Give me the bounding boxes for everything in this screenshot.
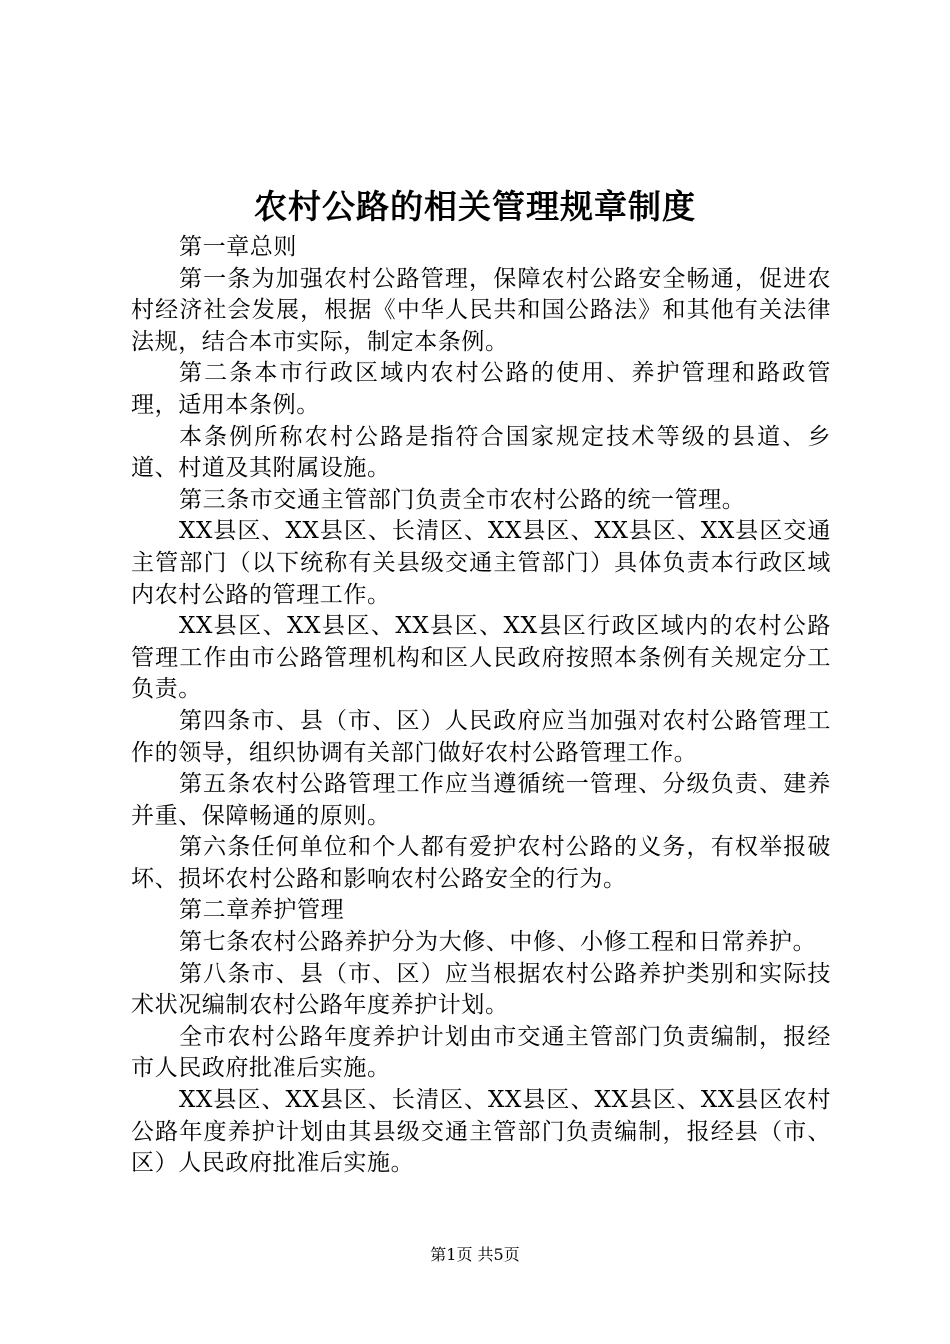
article-paragraph: 第一条为加强农村公路管理，保障农村公路安全畅通，促进农村经济社会发展，根据《中华人民共和国公路法》和其他有关法律法规，结合本市实际，制定本条例。 — [131, 265, 831, 355]
article-paragraph: XX县区、XX县区、长清区、XX县区、XX县区、XX县区农村公路年度养护计划由其县级交通主管部门负责编制，报经县（市、区）人民政府批准后实施。 — [131, 1087, 831, 1177]
document-body — [131, 232, 831, 1180]
article-paragraph: 第六条任何单位和个人都有爱护农村公路的义务，有权举报破坏、损坏农村公路和影响农村公路安全的行为。 — [131, 834, 831, 892]
article-paragraph: 第八条市、县（市、区）应当根据农村公路养护类别和实际技术状况编制农村公路年度养护计划。 — [131, 960, 831, 1019]
chapter-heading: 第二章养护管理 — [179, 897, 345, 924]
page-footer: 第1页 共5页 — [430, 1245, 520, 1264]
article-paragraph: 第二条本市行政区域内农村公路的使用、养护管理和路政管理，适用本条例。 — [131, 360, 831, 418]
article-paragraph: 全市农村公路年度养护计划由市交通主管部门负责编制，报经市人民政府批准后实施。 — [131, 1023, 831, 1082]
chapter-heading: 第一章总则 — [179, 234, 297, 260]
article-paragraph: 第三条市交通主管部门负责全市农村公路的统一管理。 — [179, 486, 746, 513]
article-paragraph: 本条例所称农村公路是指符合国家规定技术等级的县道、乡道、村道及其附属设施。 — [131, 423, 831, 482]
article-paragraph: 第七条农村公路养护分为大修、中修、小修工程和日常养护。 — [179, 929, 817, 956]
article-paragraph: 第四条市、县（市、区）人民政府应当加强对农村公路管理工作的领导，组织协调有关部门做好农村公路管理工作。 — [131, 707, 831, 766]
article-paragraph: XX县区、XX县区、XX县区、XX县区行政区域内的农村公路管理工作由市公路管理机构和区人民政府按照本条例有关规定分工负责。 — [131, 613, 831, 703]
article-paragraph: XX县区、XX县区、长清区、XX县区、XX县区、XX县区交通主管部门（以下统称有关县级交通主管部门）具体负责本行政区域内农村公路的管理工作。 — [131, 518, 831, 608]
document-title: 农村公路的相关管理规章制度 — [254, 187, 696, 226]
article-paragraph: 第五条农村公路管理工作应当遵循统一管理、分级负责、建养并重、保障畅通的原则。 — [131, 771, 831, 829]
